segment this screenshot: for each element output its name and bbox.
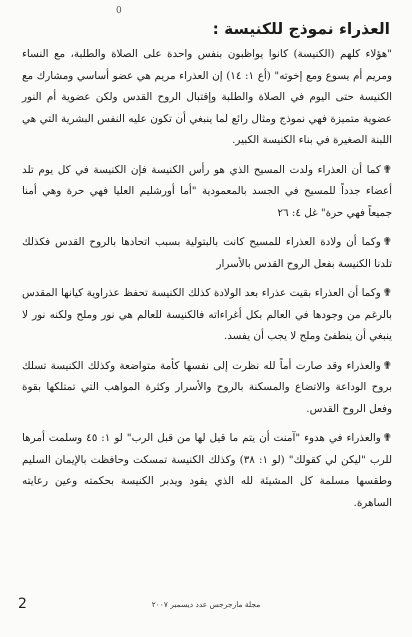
cross-icon: ✟ — [382, 162, 392, 176]
paragraph-text: "هؤلاء كلهم (الكنيسة) كانوا يواظبون بنفس واحدة على الصلاة والطلبة، مع النساء ومريم أم يسوع ومع إخوته" (أع ١: ١٤) إن العذراء مريم هي عضو أساسي ومشارك مع الكنيسة حتى اليوم في الصلاة والطلبة وإقتبال الروح القدس ولكن عضوية أم النور عضوية متميزة فهي نموذج ومثال رائع لما ينبغي أن تكون عليه النفس البشرية التي هي اللبنة الصغيرة في بناء الكنيسة الكبير. — [22, 48, 392, 146]
cross-icon: ✟ — [382, 431, 392, 444]
paragraph — [22, 427, 392, 514]
top-mark: 0 — [116, 6, 122, 16]
paragraph-text: وكما أن العذراء بقيت عذراء بعد الولادة كذلك الكنيسة تحفظ عذراوية كيانها المقدس بالرغم من وجودها في العالم بكل أغراءاته فالكنيسة للعالم هي نور وملح ولكنه نور لا ينبغي أن ينطفئ وملح لا يجب أن يفسد. — [22, 287, 392, 342]
paragraph-text: كما أن العذراء ولدت المسيح الذي هو رأس الكنيسة فإن الكنيسة في كل يوم تلد أعضاء جدداً للمسيح في الجسد بالمعمودية "أما أورشليم العليا فهي حرة وهي أمنا جميعاً فهي حرة" غل ٤: ٢٦ — [22, 163, 392, 219]
paragraph — [22, 231, 392, 275]
page-number: 2 — [18, 596, 27, 612]
cross-icon: ✟ — [382, 235, 392, 248]
page-title: العذراء نموذج للكنيسة : — [212, 20, 390, 38]
issue-caption: مجلة مارجرجس عدد ديسمبر ٢٠٠٧ — [151, 600, 261, 609]
cross-icon: ✟ — [382, 358, 392, 372]
paragraph-text: والعذراء في هدوء "آمنت أن يتم ما قيل لها من قبل الرب" لو ١: ٤٥ وسلمت أمرها للرب "ليكن لي كقولك" (لو ١: ٣٨) وكذلك الكنيسة تمسكت وحافظت بالإيمان السليم وطقسها مسلمة كل المشيئة لله الذي يقود ويدبر الكنيسة بحكمته وعين رعايته الساهرة. — [22, 432, 392, 509]
paragraph — [22, 44, 392, 152]
page-footer — [0, 596, 412, 616]
paragraph — [22, 159, 392, 225]
paragraph-text: وكما أن ولادة العذراء للمسيح كانت بالبتولية بسبب اتحادها بالروح القدس فكذلك تلدنا الكنيسة بفعل الروح القدس بالأسرار — [22, 236, 392, 270]
article-body — [22, 44, 392, 514]
paragraph-text: والعذراء وقد صارت أماً لله نظرت إلى نفسها كأمة متواضعة وكذلك الكنيسة تسلك بروح الوداعة والاتضاع والمسكنة بالروح والأسرار وكثرة المواهب التي تمتلكها بقوة وفعل الروح القدس. — [22, 359, 392, 415]
paragraph — [22, 282, 392, 348]
paragraph — [22, 355, 392, 421]
cross-icon: ✟ — [382, 286, 392, 299]
